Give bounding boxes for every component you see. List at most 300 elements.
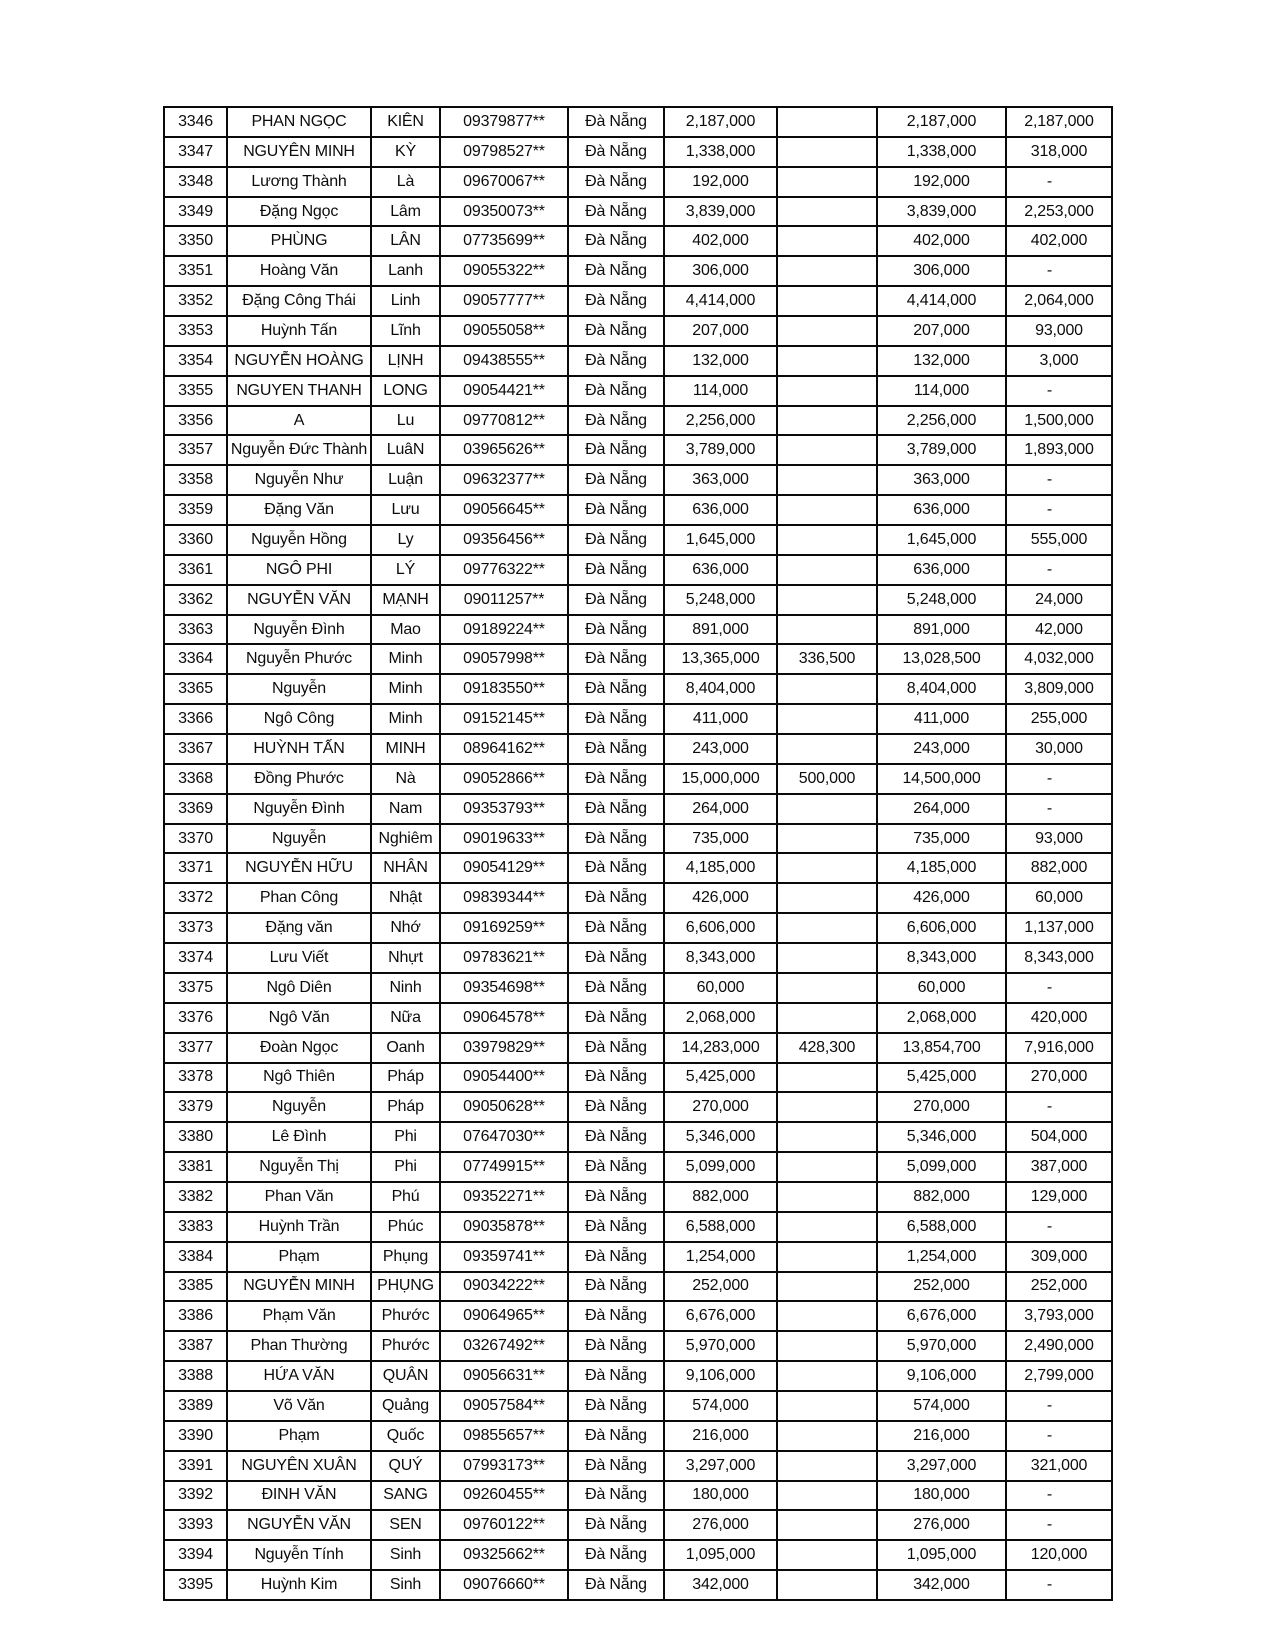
table-row [164,406,1112,436]
cell-amount-final: 93,000 [1006,824,1112,854]
cell-amount-gross: 3,839,000 [664,197,777,227]
table-row [164,1092,1112,1122]
cell-amount-net: 2,187,000 [877,107,1006,137]
cell-phone-number: 09356456** [440,525,568,555]
cell-amount-deducted [777,824,877,854]
cell-phone-number: 09352271** [440,1182,568,1212]
cell-phone-number: 09183550** [440,674,568,704]
cell-row-number: 3388 [164,1361,227,1391]
cell-given-name: Sinh [371,1570,440,1600]
cell-given-name: QUÂN [371,1361,440,1391]
cell-city: Đà Nẵng [568,316,664,346]
cell-last-middle-name: NGUYỄN HOÀNG [227,346,371,376]
table-row [164,525,1112,555]
cell-amount-net: 192,000 [877,167,1006,197]
cell-amount-final: 2,490,000 [1006,1331,1112,1361]
cell-amount-deducted [777,525,877,555]
cell-amount-gross: 6,676,000 [664,1301,777,1331]
cell-phone-number: 09438555** [440,346,568,376]
cell-amount-net: 5,346,000 [877,1122,1006,1152]
table-row [164,286,1112,316]
cell-last-middle-name: Hoàng Văn [227,256,371,286]
cell-amount-final: 2,187,000 [1006,107,1112,137]
cell-last-middle-name: Ngô Thiên [227,1063,371,1093]
cell-given-name: NHÂN [371,853,440,883]
cell-amount-net: 2,256,000 [877,406,1006,436]
cell-phone-number: 07993173** [440,1451,568,1481]
cell-amount-deducted [777,1570,877,1600]
cell-amount-gross: 216,000 [664,1421,777,1451]
table-row [164,1272,1112,1302]
table-body [164,107,1112,1600]
cell-phone-number: 09760122** [440,1510,568,1540]
cell-amount-final: 252,000 [1006,1272,1112,1302]
cell-city: Đà Nẵng [568,1510,664,1540]
cell-city: Đà Nẵng [568,824,664,854]
cell-row-number: 3369 [164,794,227,824]
table-row [164,764,1112,794]
cell-amount-net: 180,000 [877,1481,1006,1511]
cell-phone-number: 09064965** [440,1301,568,1331]
cell-given-name: Nhớ [371,913,440,943]
cell-city: Đà Nẵng [568,406,664,436]
cell-amount-net: 114,000 [877,376,1006,406]
cell-amount-final: 2,253,000 [1006,197,1112,227]
cell-amount-gross: 252,000 [664,1272,777,1302]
cell-amount-gross: 180,000 [664,1481,777,1511]
table-row [164,1391,1112,1421]
cell-row-number: 3348 [164,167,227,197]
cell-city: Đà Nẵng [568,674,664,704]
cell-given-name: Nam [371,794,440,824]
table-row [164,1481,1112,1511]
cell-row-number: 3375 [164,973,227,1003]
cell-amount-deducted [777,615,877,645]
cell-amount-deducted [777,1391,877,1421]
cell-phone-number: 03965626** [440,435,568,465]
table-row [164,376,1112,406]
cell-last-middle-name: Đặng Văn [227,495,371,525]
cell-amount-gross: 2,187,000 [664,107,777,137]
cell-city: Đà Nẵng [568,1331,664,1361]
cell-amount-deducted [777,704,877,734]
cell-row-number: 3363 [164,615,227,645]
cell-phone-number: 09019633** [440,824,568,854]
cell-amount-final: 3,000 [1006,346,1112,376]
cell-amount-deducted [777,1122,877,1152]
cell-amount-deducted [777,316,877,346]
cell-amount-gross: 192,000 [664,167,777,197]
cell-amount-gross: 735,000 [664,824,777,854]
cell-amount-gross: 574,000 [664,1391,777,1421]
table-row [164,435,1112,465]
cell-amount-net: 3,297,000 [877,1451,1006,1481]
cell-given-name: MẠNH [371,585,440,615]
cell-amount-deducted [777,1212,877,1242]
cell-last-middle-name: Võ Văn [227,1391,371,1421]
cell-last-middle-name: Nguyễn [227,1092,371,1122]
cell-amount-deducted [777,167,877,197]
cell-last-middle-name: NGUYEN THANH [227,376,371,406]
cell-amount-net: 252,000 [877,1272,1006,1302]
cell-last-middle-name: Nguyễn Tính [227,1540,371,1570]
cell-phone-number: 09670067** [440,167,568,197]
cell-amount-gross: 636,000 [664,495,777,525]
cell-last-middle-name: Đồng Phước [227,764,371,794]
cell-amount-net: 4,185,000 [877,853,1006,883]
cell-amount-final: 387,000 [1006,1152,1112,1182]
cell-amount-deducted [777,1182,877,1212]
cell-amount-final: - [1006,465,1112,495]
cell-row-number: 3368 [164,764,227,794]
cell-amount-net: 1,254,000 [877,1242,1006,1272]
cell-city: Đà Nẵng [568,1212,664,1242]
cell-amount-gross: 342,000 [664,1570,777,1600]
cell-phone-number: 09064578** [440,1003,568,1033]
cell-amount-net: 1,338,000 [877,137,1006,167]
cell-amount-net: 5,248,000 [877,585,1006,615]
cell-amount-gross: 411,000 [664,704,777,734]
cell-given-name: Lu [371,406,440,436]
cell-city: Đà Nẵng [568,346,664,376]
cell-amount-deducted [777,1481,877,1511]
cell-given-name: PHỤNG [371,1272,440,1302]
cell-last-middle-name: Phạm Văn [227,1301,371,1331]
cell-given-name: LONG [371,376,440,406]
cell-city: Đà Nẵng [568,1451,664,1481]
cell-amount-final: - [1006,1092,1112,1122]
cell-amount-deducted [777,1331,877,1361]
cell-amount-net: 342,000 [877,1570,1006,1600]
table-row [164,1212,1112,1242]
cell-row-number: 3377 [164,1033,227,1063]
cell-amount-deducted [777,197,877,227]
cell-amount-gross: 1,254,000 [664,1242,777,1272]
table-row [164,1421,1112,1451]
cell-amount-final: 120,000 [1006,1540,1112,1570]
cell-city: Đà Nẵng [568,1272,664,1302]
cell-amount-deducted [777,734,877,764]
cell-last-middle-name: Phạm [227,1242,371,1272]
cell-city: Đà Nẵng [568,137,664,167]
cell-amount-net: 636,000 [877,555,1006,585]
cell-phone-number: 09353793** [440,794,568,824]
cell-phone-number: 09057998** [440,644,568,674]
cell-amount-deducted [777,1152,877,1182]
table-row [164,943,1112,973]
cell-row-number: 3378 [164,1063,227,1093]
cell-amount-final: 1,500,000 [1006,406,1112,436]
cell-last-middle-name: NGUYÊN MINH [227,137,371,167]
cell-last-middle-name: Nguyễn Đình [227,794,371,824]
table-row [164,585,1112,615]
cell-amount-net: 636,000 [877,495,1006,525]
cell-last-middle-name: Đặng Ngọc [227,197,371,227]
cell-phone-number: 09054129** [440,853,568,883]
cell-amount-gross: 2,068,000 [664,1003,777,1033]
cell-last-middle-name: NGUYỄN VĂN [227,585,371,615]
cell-amount-net: 402,000 [877,226,1006,256]
cell-given-name: Lanh [371,256,440,286]
cell-city: Đà Nẵng [568,495,664,525]
cell-amount-net: 14,500,000 [877,764,1006,794]
cell-amount-deducted: 500,000 [777,764,877,794]
cell-amount-gross: 882,000 [664,1182,777,1212]
cell-amount-final: 60,000 [1006,883,1112,913]
cell-city: Đà Nẵng [568,913,664,943]
cell-amount-gross: 4,414,000 [664,286,777,316]
cell-amount-deducted [777,1003,877,1033]
cell-amount-gross: 363,000 [664,465,777,495]
cell-given-name: Linh [371,286,440,316]
cell-amount-net: 735,000 [877,824,1006,854]
cell-last-middle-name: Huỳnh Kim [227,1570,371,1600]
table-row [164,107,1112,137]
cell-last-middle-name: Phan Công [227,883,371,913]
cell-last-middle-name: Nguyễn [227,824,371,854]
cell-phone-number: 08964162** [440,734,568,764]
cell-given-name: Minh [371,674,440,704]
table-row [164,794,1112,824]
cell-amount-final: 402,000 [1006,226,1112,256]
cell-amount-gross: 5,970,000 [664,1331,777,1361]
cell-amount-deducted [777,435,877,465]
cell-amount-net: 1,095,000 [877,1540,1006,1570]
cell-amount-deducted [777,1451,877,1481]
cell-row-number: 3394 [164,1540,227,1570]
cell-amount-deducted [777,1242,877,1272]
table-row [164,704,1112,734]
cell-amount-deducted [777,853,877,883]
cell-row-number: 3352 [164,286,227,316]
table-row [164,1242,1112,1272]
cell-last-middle-name: NGUYỄN VĂN [227,1510,371,1540]
cell-given-name: Sinh [371,1540,440,1570]
cell-amount-net: 8,343,000 [877,943,1006,973]
cell-amount-final: 1,137,000 [1006,913,1112,943]
cell-given-name: Ninh [371,973,440,1003]
cell-amount-gross: 8,343,000 [664,943,777,973]
cell-last-middle-name: Đoàn Ngọc [227,1033,371,1063]
table-row [164,913,1112,943]
cell-amount-final: 7,916,000 [1006,1033,1112,1063]
cell-phone-number: 09057777** [440,286,568,316]
cell-amount-gross: 276,000 [664,1510,777,1540]
cell-amount-deducted [777,973,877,1003]
cell-amount-final: - [1006,495,1112,525]
cell-last-middle-name: Huỳnh Tấn [227,316,371,346]
cell-amount-net: 6,588,000 [877,1212,1006,1242]
cell-phone-number: 07749915** [440,1152,568,1182]
cell-amount-deducted [777,1421,877,1451]
cell-row-number: 3372 [164,883,227,913]
cell-phone-number: 09056631** [440,1361,568,1391]
cell-city: Đà Nẵng [568,1301,664,1331]
cell-phone-number: 09052866** [440,764,568,794]
cell-phone-number: 09034222** [440,1272,568,1302]
cell-amount-final: 504,000 [1006,1122,1112,1152]
cell-phone-number: 09783621** [440,943,568,973]
cell-row-number: 3380 [164,1122,227,1152]
cell-last-middle-name: PHÙNG [227,226,371,256]
cell-amount-deducted [777,1540,877,1570]
table-row [164,1451,1112,1481]
cell-city: Đà Nẵng [568,1540,664,1570]
cell-row-number: 3381 [164,1152,227,1182]
cell-amount-deducted [777,794,877,824]
table-row [164,1033,1112,1063]
cell-amount-gross: 132,000 [664,346,777,376]
cell-city: Đà Nẵng [568,1481,664,1511]
cell-row-number: 3360 [164,525,227,555]
cell-amount-net: 243,000 [877,734,1006,764]
cell-city: Đà Nẵng [568,1570,664,1600]
cell-phone-number: 09152145** [440,704,568,734]
cell-amount-net: 574,000 [877,1391,1006,1421]
cell-given-name: Nà [371,764,440,794]
cell-amount-gross: 114,000 [664,376,777,406]
cell-given-name: Quảng [371,1391,440,1421]
cell-row-number: 3386 [164,1301,227,1331]
cell-amount-gross: 426,000 [664,883,777,913]
cell-last-middle-name: Ngô Công [227,704,371,734]
cell-row-number: 3357 [164,435,227,465]
cell-phone-number: 09011257** [440,585,568,615]
cell-phone-number: 09776322** [440,555,568,585]
cell-amount-gross: 5,099,000 [664,1152,777,1182]
cell-phone-number: 09055058** [440,316,568,346]
cell-row-number: 3389 [164,1391,227,1421]
cell-last-middle-name: Lưu Viết [227,943,371,973]
cell-city: Đà Nẵng [568,1033,664,1063]
cell-amount-final: 321,000 [1006,1451,1112,1481]
cell-row-number: 3351 [164,256,227,286]
table-row [164,137,1112,167]
table-row [164,1361,1112,1391]
cell-city: Đà Nẵng [568,734,664,764]
cell-amount-deducted: 336,500 [777,644,877,674]
cell-given-name: Phước [371,1301,440,1331]
cell-amount-final: 255,000 [1006,704,1112,734]
cell-last-middle-name: PHAN NGỌC [227,107,371,137]
cell-given-name: LuâN [371,435,440,465]
table-row [164,167,1112,197]
cell-amount-gross: 270,000 [664,1092,777,1122]
cell-amount-final: 420,000 [1006,1003,1112,1033]
cell-amount-deducted [777,1272,877,1302]
table-row [164,1570,1112,1600]
cell-amount-net: 363,000 [877,465,1006,495]
cell-phone-number: 09035878** [440,1212,568,1242]
cell-row-number: 3384 [164,1242,227,1272]
table-row [164,1331,1112,1361]
cell-amount-net: 411,000 [877,704,1006,734]
table-row [164,316,1112,346]
cell-amount-net: 264,000 [877,794,1006,824]
cell-amount-final: 555,000 [1006,525,1112,555]
cell-row-number: 3358 [164,465,227,495]
cell-row-number: 3354 [164,346,227,376]
cell-city: Đà Nẵng [568,1092,664,1122]
cell-last-middle-name: HUỲNH TẤN [227,734,371,764]
cell-amount-final: - [1006,1570,1112,1600]
cell-amount-final: - [1006,1481,1112,1511]
cell-given-name: Mao [371,615,440,645]
table-row [164,615,1112,645]
cell-row-number: 3362 [164,585,227,615]
cell-city: Đà Nẵng [568,585,664,615]
cell-given-name: Minh [371,644,440,674]
cell-amount-net: 5,970,000 [877,1331,1006,1361]
cell-city: Đà Nẵng [568,883,664,913]
table-row [164,1540,1112,1570]
cell-last-middle-name: Phạm [227,1421,371,1451]
cell-amount-net: 270,000 [877,1092,1006,1122]
cell-amount-final: 318,000 [1006,137,1112,167]
cell-amount-net: 3,789,000 [877,435,1006,465]
cell-amount-gross: 2,256,000 [664,406,777,436]
cell-row-number: 3371 [164,853,227,883]
cell-row-number: 3347 [164,137,227,167]
cell-amount-final: 882,000 [1006,853,1112,883]
cell-city: Đà Nẵng [568,107,664,137]
cell-last-middle-name: Lê Đình [227,1122,371,1152]
table-row [164,1003,1112,1033]
cell-amount-final: - [1006,376,1112,406]
cell-amount-final: 1,893,000 [1006,435,1112,465]
cell-row-number: 3353 [164,316,227,346]
cell-phone-number: 09055322** [440,256,568,286]
cell-amount-net: 13,854,700 [877,1033,1006,1063]
cell-phone-number: 09632377** [440,465,568,495]
cell-amount-final: 2,064,000 [1006,286,1112,316]
cell-phone-number: 09359741** [440,1242,568,1272]
cell-amount-deducted [777,376,877,406]
cell-amount-gross: 60,000 [664,973,777,1003]
cell-given-name: LÂN [371,226,440,256]
cell-last-middle-name: Phan Văn [227,1182,371,1212]
cell-amount-final: 129,000 [1006,1182,1112,1212]
cell-phone-number: 09076660** [440,1570,568,1600]
cell-row-number: 3365 [164,674,227,704]
cell-amount-net: 882,000 [877,1182,1006,1212]
cell-city: Đà Nẵng [568,376,664,406]
cell-given-name: Ly [371,525,440,555]
cell-amount-deducted [777,346,877,376]
table-row [164,644,1112,674]
cell-phone-number: 09169259** [440,913,568,943]
cell-amount-final: - [1006,1510,1112,1540]
cell-row-number: 3393 [164,1510,227,1540]
cell-given-name: Nhật [371,883,440,913]
table-row [164,256,1112,286]
cell-amount-gross: 6,588,000 [664,1212,777,1242]
cell-amount-final: 93,000 [1006,316,1112,346]
cell-amount-gross: 15,000,000 [664,764,777,794]
cell-phone-number: 07735699** [440,226,568,256]
cell-row-number: 3395 [164,1570,227,1600]
cell-last-middle-name: Lương Thành [227,167,371,197]
cell-phone-number: 09770812** [440,406,568,436]
cell-city: Đà Nẵng [568,1182,664,1212]
cell-city: Đà Nẵng [568,615,664,645]
cell-given-name: Phúc [371,1212,440,1242]
cell-amount-final: - [1006,1391,1112,1421]
table-row [164,555,1112,585]
cell-city: Đà Nẵng [568,943,664,973]
table-row [164,1063,1112,1093]
cell-amount-net: 4,414,000 [877,286,1006,316]
